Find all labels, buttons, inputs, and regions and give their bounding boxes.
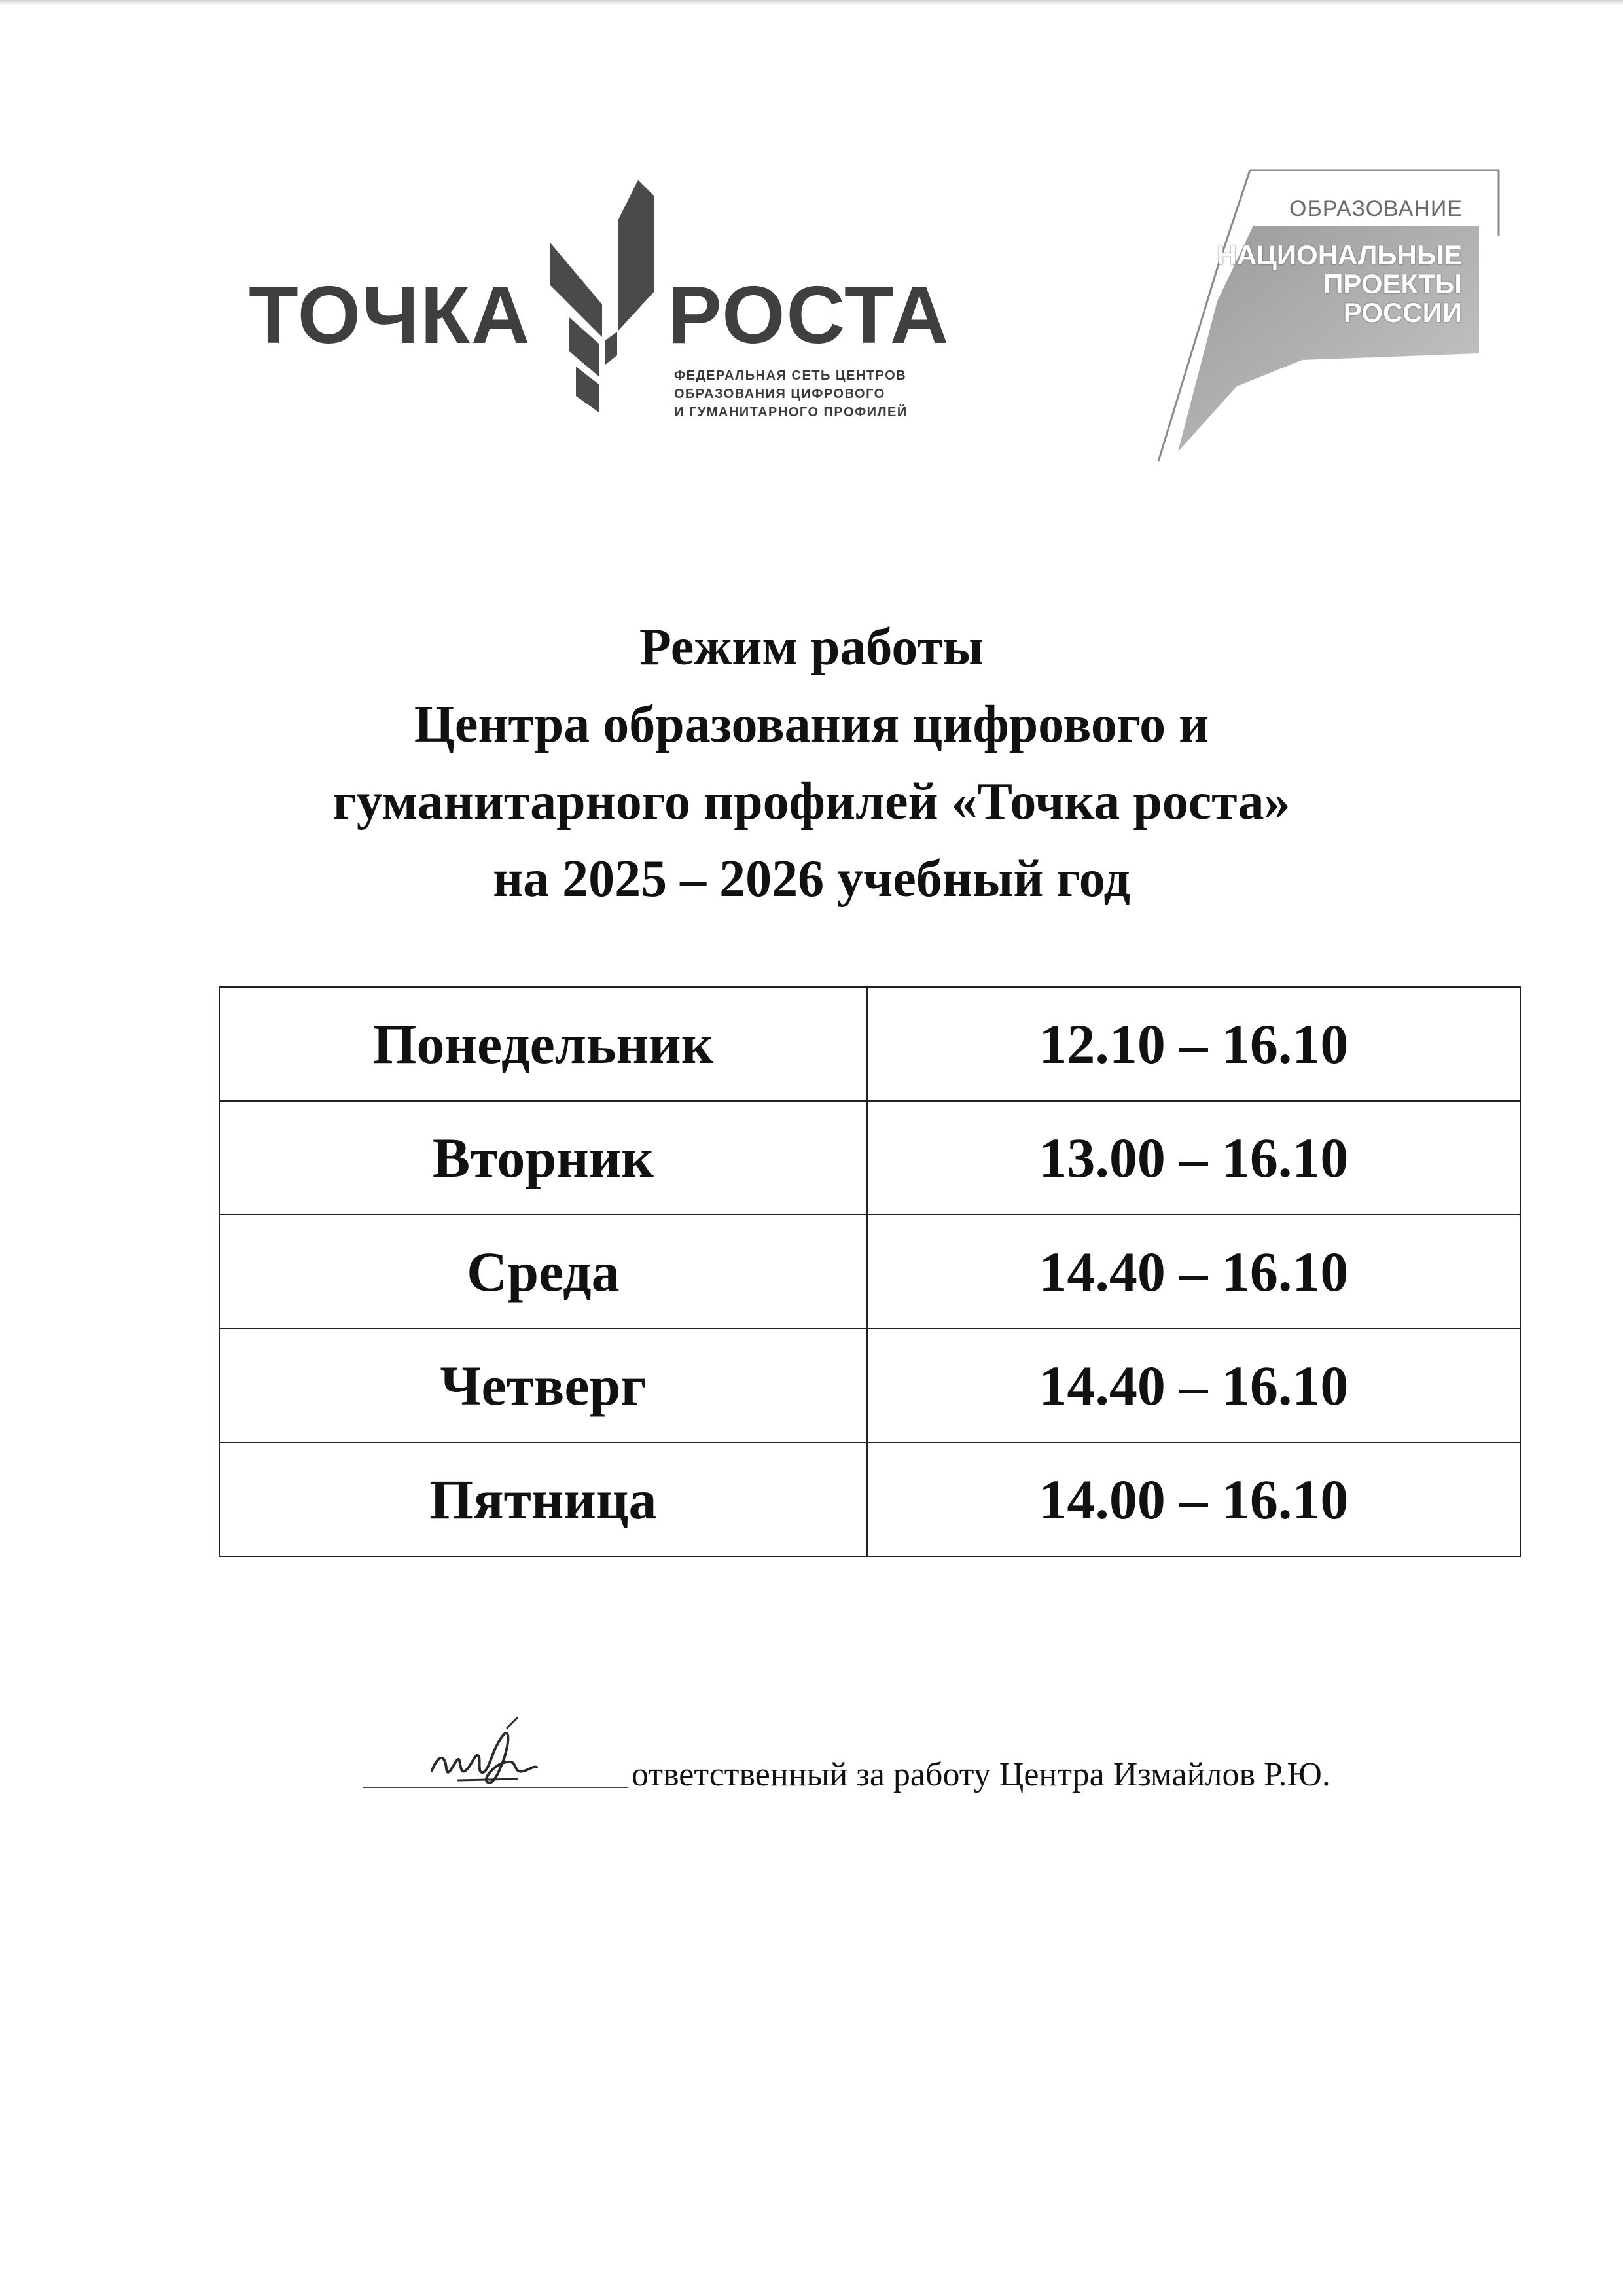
np-title-line: ПРОЕКТЫ bbox=[1323, 268, 1462, 299]
title-line: Режим работы bbox=[639, 619, 984, 676]
day-cell: Вторник bbox=[219, 1101, 867, 1215]
logo-subtitle-line: И ГУМАНИТАРНОГО ПРОФИЛЕЙ bbox=[674, 405, 908, 420]
sprout-icon bbox=[540, 180, 671, 416]
day-cell: Понедельник bbox=[219, 987, 867, 1101]
np-title bbox=[1217, 241, 1463, 327]
signature-caption: ответственный за работу Центра Измайлов Р.Ю. bbox=[632, 1756, 1330, 1793]
table-row bbox=[219, 1101, 1520, 1215]
np-header-text: ОБРАЗОВАНИЕ bbox=[1289, 196, 1463, 221]
time-cell: 13.00 – 16.10 bbox=[867, 1101, 1520, 1215]
signature-line bbox=[363, 1787, 628, 1788]
table-row bbox=[219, 1329, 1520, 1443]
day-cell: Четверг bbox=[219, 1329, 867, 1443]
signature-block bbox=[363, 1695, 1476, 1806]
time-cell: 14.40 – 16.10 bbox=[867, 1215, 1520, 1329]
table-row bbox=[219, 1215, 1520, 1329]
handwritten-signature bbox=[419, 1708, 569, 1800]
scan-edge bbox=[0, 0, 1623, 5]
day-cell: Среда bbox=[219, 1215, 867, 1329]
title-line: Центра образования цифрового и bbox=[414, 696, 1209, 753]
time-cell: 14.00 – 16.10 bbox=[867, 1443, 1520, 1556]
time-cell: 14.40 – 16.10 bbox=[867, 1329, 1520, 1443]
document-title bbox=[0, 609, 1623, 918]
logo-word-tochka: ТОЧКА bbox=[249, 270, 531, 361]
tochka-rosta-logo bbox=[249, 177, 950, 425]
schedule-table bbox=[219, 986, 1521, 1557]
title-line: на 2025 – 2026 учебный год bbox=[493, 850, 1130, 908]
logo-word-rosta: РОСТА bbox=[668, 270, 950, 361]
logo-subtitle-line: ОБРАЗОВАНИЯ ЦИФРОВОГО bbox=[674, 387, 885, 401]
table-row bbox=[219, 987, 1520, 1101]
time-cell: 12.10 – 16.10 bbox=[867, 987, 1520, 1101]
logo-subtitle bbox=[674, 367, 908, 422]
title-line: гуманитарного профилей «Точка роста» bbox=[332, 773, 1291, 831]
day-cell: Пятница bbox=[219, 1443, 867, 1556]
np-title-line: НАЦИОНАЛЬНЫЕ bbox=[1217, 240, 1462, 270]
table-row bbox=[219, 1443, 1520, 1556]
logo-subtitle-line: ФЕДЕРАЛЬНАЯ СЕТЬ ЦЕНТРОВ bbox=[674, 368, 907, 383]
np-title-line: РОССИИ bbox=[1343, 297, 1462, 328]
national-projects-logo bbox=[1139, 164, 1505, 465]
